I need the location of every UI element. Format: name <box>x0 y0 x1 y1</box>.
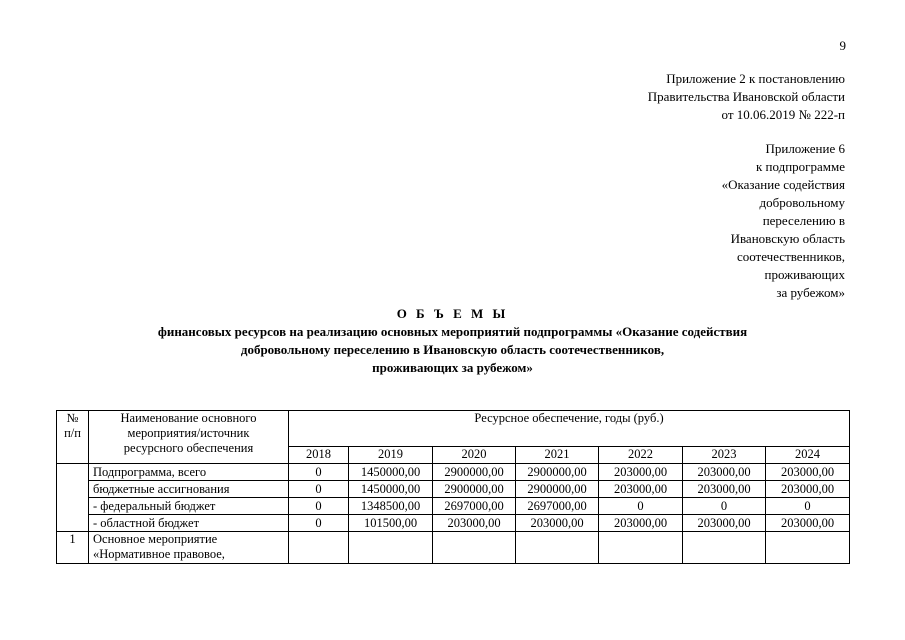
appendix-line: добровольному <box>759 195 845 210</box>
cell-value: 203000,00 <box>433 515 516 532</box>
cell-value: 2900000,00 <box>433 481 516 498</box>
table-row <box>57 464 850 481</box>
appendix-line: Правительства Ивановской области <box>647 89 845 104</box>
header-year: 2020 <box>433 447 516 464</box>
title-line: финансовых ресурсов на реализацию основных мероприятий подпрограммы «Оказание содействия <box>157 324 748 339</box>
title-heading: О Б Ъ Е М Ы <box>396 306 509 321</box>
cell-value: 203000,00 <box>683 515 766 532</box>
row-label: бюджетные ассигнования <box>89 481 289 498</box>
row-label: - областной бюджет <box>89 515 289 532</box>
appendix-line: Приложение 6 <box>765 141 845 156</box>
cell-value: 203000,00 <box>599 481 683 498</box>
cell-value: 203000,00 <box>683 464 766 481</box>
cell-value: 203000,00 <box>683 481 766 498</box>
table-row <box>57 498 850 515</box>
appendix-line: проживающих <box>764 267 845 282</box>
cell-value: 2697000,00 <box>516 498 599 515</box>
cell-empty <box>433 532 516 564</box>
appendix-reference <box>648 70 845 124</box>
header-number: № п/п <box>57 411 89 464</box>
cell-empty <box>766 532 850 564</box>
cell-value: 203000,00 <box>766 481 850 498</box>
header-year: 2018 <box>289 447 349 464</box>
cell-value: 2900000,00 <box>433 464 516 481</box>
subprogram-appendix-reference <box>722 140 845 302</box>
cell-empty <box>516 532 599 564</box>
row-label: Основное мероприятие «Нормативное правовое, <box>89 532 289 564</box>
cell-empty <box>349 532 433 564</box>
financial-resources-table <box>56 410 850 564</box>
table-row <box>57 481 850 498</box>
header-name: Наименование основного мероприятия/источник ресурсного обеспечения <box>89 411 289 464</box>
cell-value: 0 <box>289 515 349 532</box>
cell-value: 0 <box>289 481 349 498</box>
cell-empty <box>289 532 349 564</box>
cell-value: 203000,00 <box>766 515 850 532</box>
table-row <box>57 515 850 532</box>
appendix-line: переселению в <box>762 213 845 228</box>
header-year: 2023 <box>683 447 766 464</box>
cell-value: 0 <box>289 498 349 515</box>
appendix-line: за рубежом» <box>776 285 845 300</box>
cell-value: 1348500,00 <box>349 498 433 515</box>
row-number: 1 <box>57 532 89 564</box>
cell-value: 1450000,00 <box>349 464 433 481</box>
header-resource: Ресурсное обеспечение, годы (руб.) <box>289 411 850 447</box>
cell-value: 0 <box>766 498 850 515</box>
row-number <box>57 464 89 532</box>
cell-value: 0 <box>683 498 766 515</box>
appendix-line: Приложение 2 к постановлению <box>666 71 845 86</box>
cell-value: 1450000,00 <box>349 481 433 498</box>
title-line: добровольному переселению в Ивановскую область соотечественников, <box>240 342 665 357</box>
title-line: проживающих за рубежом» <box>372 360 533 375</box>
document-title <box>60 305 845 377</box>
cell-value: 203000,00 <box>599 464 683 481</box>
header-year: 2021 <box>516 447 599 464</box>
row-label: - федеральный бюджет <box>89 498 289 515</box>
header-year: 2022 <box>599 447 683 464</box>
header-year: 2024 <box>766 447 850 464</box>
cell-value: 203000,00 <box>599 515 683 532</box>
appendix-line: соотечественников, <box>736 249 845 264</box>
cell-value: 101500,00 <box>349 515 433 532</box>
cell-value: 2900000,00 <box>516 464 599 481</box>
row-label: Подпрограмма, всего <box>89 464 289 481</box>
cell-value: 0 <box>599 498 683 515</box>
cell-value: 203000,00 <box>766 464 850 481</box>
page-number: 9 <box>839 38 846 53</box>
appendix-line: Ивановскую область <box>730 231 845 246</box>
appendix-line: от 10.06.2019 № 222-п <box>721 107 845 122</box>
header-year: 2019 <box>349 447 433 464</box>
appendix-line: к подпрограмме <box>755 159 845 174</box>
cell-empty <box>599 532 683 564</box>
cell-value: 2697000,00 <box>433 498 516 515</box>
cell-value: 0 <box>289 464 349 481</box>
cell-empty <box>683 532 766 564</box>
cell-value: 203000,00 <box>516 515 599 532</box>
appendix-line: «Оказание содействия <box>721 177 845 192</box>
cell-value: 2900000,00 <box>516 481 599 498</box>
table-row <box>57 532 850 564</box>
